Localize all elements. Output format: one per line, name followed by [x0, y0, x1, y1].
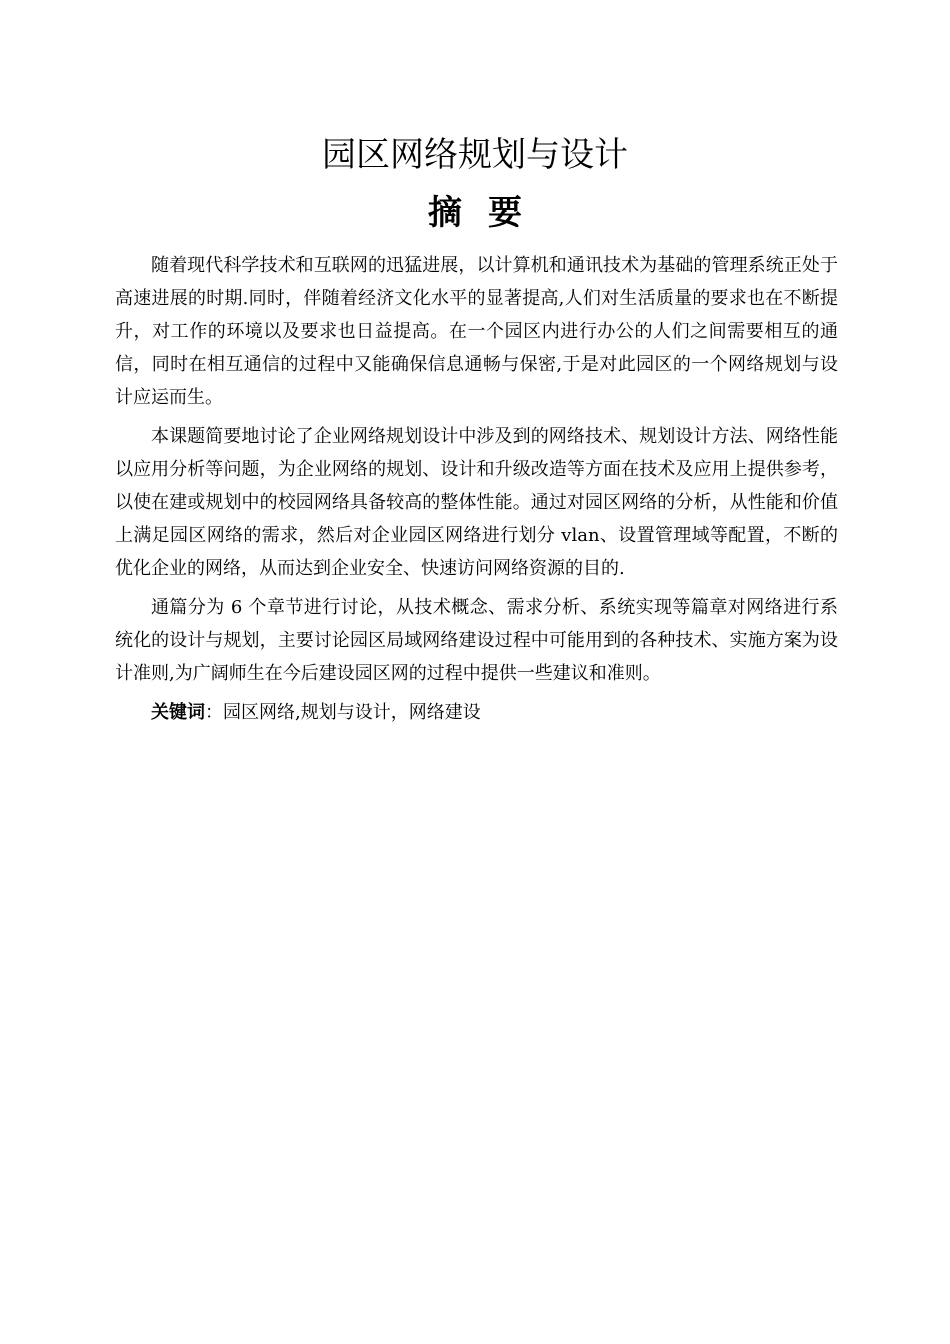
document-title: 园区网络规划与设计	[322, 135, 628, 175]
abstract-body	[115, 249, 838, 729]
abstract-paragraph-2: 本课题简要地讨论了企业网络规划设计中涉及到的网络技术、规划设计方法、网络性能以应用分析等问题，为企业网络的规划、设计和升级改造等方面在技术及应用上提供参考，以使在建或规划中的校园网络具备较高的整体性能。通过对园区网络的分析，从性能和价值上满足园区网络的需求，然后对企业园区网络进行划分 vlan、设置管理域等配置，不断的优化企业的网络，从而达到企业安全、快速访问网络资源的目的.	[115, 426, 838, 579]
abstract-paragraph-1: 随着现代科学技术和互联网的迅猛进展，以计算机和通讯技术为基础的管理系统正处于高速进展的时期.同时，伴随着经济文化水平的显著提高,人们对生活质量的要求也在不断提升，对工作的环境以及要求也日益提高。在一个园区内进行办公的人们之间需要相互的通信，同时在相互通信的过程中又能确保信息通畅与保密,于是对此园区的一个网络规划与设计应运而生。	[115, 255, 838, 408]
keywords-text: 园区网络,规划与设计，网络建设	[223, 702, 481, 723]
keywords-line	[115, 696, 838, 729]
keywords-label: 关键词	[151, 702, 205, 723]
abstract-paragraph-3: 通篇分为 6 个章节进行讨论，从技术概念、需求分析、系统实现等篇章对网络进行系统化的设计与规划，主要讨论园区局域网络建设过程中可能用到的各种技术、实施方案为设计准则,为广阔师生在今后建设园区网的过程中提供一些建议和准则。	[115, 597, 838, 684]
keywords-separator: ：	[205, 702, 223, 723]
abstract-heading: 摘要	[428, 193, 548, 233]
